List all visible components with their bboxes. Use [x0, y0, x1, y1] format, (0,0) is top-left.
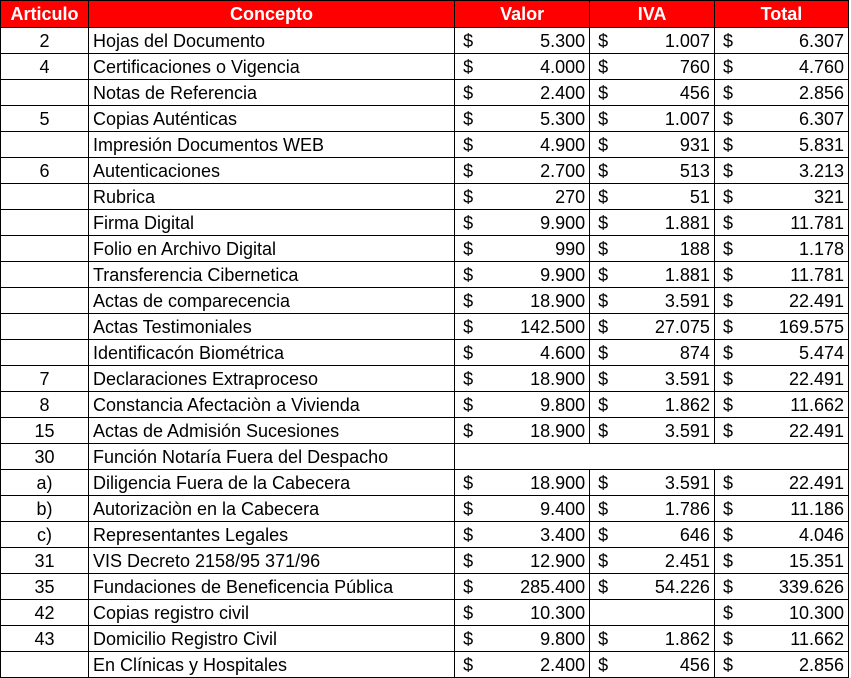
total-currency-cell: $	[714, 522, 737, 548]
valor-currency-cell: $	[455, 366, 478, 392]
total-cell: 11.781	[737, 262, 849, 288]
valor-cell: 9.800	[477, 626, 590, 652]
table-body	[1, 28, 849, 678]
total-currency-cell: $	[714, 262, 737, 288]
valor-currency-cell: $	[455, 548, 478, 574]
valor-currency-cell: $	[455, 418, 478, 444]
articulo-cell	[1, 340, 89, 366]
iva-currency-cell: $	[590, 548, 613, 574]
valor-currency-cell: $	[455, 340, 478, 366]
total-currency-cell: $	[714, 600, 737, 626]
concepto-cell: Actas de comparecencia	[88, 288, 454, 314]
table-row	[1, 54, 849, 80]
concepto-cell: Hojas del Documento	[88, 28, 454, 54]
valor-currency-cell: $	[455, 184, 478, 210]
total-currency-cell: $	[714, 184, 737, 210]
total-currency-cell: $	[714, 626, 737, 652]
valor-cell: 10.300	[477, 600, 590, 626]
articulo-cell: 6	[1, 158, 89, 184]
total-cell: 22.491	[737, 418, 849, 444]
valor-cell: 2.700	[477, 158, 590, 184]
iva-cell: 1.862	[612, 626, 714, 652]
total-cell: 2.856	[737, 80, 849, 106]
total-currency-cell: $	[714, 80, 737, 106]
iva-cell: 874	[612, 340, 714, 366]
total-currency-cell: $	[714, 392, 737, 418]
header-row	[1, 1, 849, 28]
concepto-cell: Firma Digital	[88, 210, 454, 236]
articulo-cell	[1, 236, 89, 262]
total-cell: 321	[737, 184, 849, 210]
concepto-cell: Copias Auténticas	[88, 106, 454, 132]
concepto-cell: Domicilio Registro Civil	[88, 626, 454, 652]
articulo-cell	[1, 314, 89, 340]
total-cell: 5.474	[737, 340, 849, 366]
table-row	[1, 340, 849, 366]
iva-currency-cell: $	[590, 574, 613, 600]
iva-currency-cell: $	[590, 54, 613, 80]
valor-cell: 12.900	[477, 548, 590, 574]
articulo-cell: 7	[1, 366, 89, 392]
table-row	[1, 210, 849, 236]
concepto-cell: Función Notaría Fuera del Despacho	[88, 444, 454, 470]
total-cell: 22.491	[737, 366, 849, 392]
articulo-cell	[1, 288, 89, 314]
total-cell: 3.213	[737, 158, 849, 184]
table-row	[1, 184, 849, 210]
total-cell: 6.307	[737, 106, 849, 132]
articulo-cell	[1, 132, 89, 158]
articulo-cell	[1, 80, 89, 106]
concepto-cell: Representantes Legales	[88, 522, 454, 548]
valor-cell: 990	[477, 236, 590, 262]
total-currency-cell: $	[714, 314, 737, 340]
articulo-cell	[1, 184, 89, 210]
iva-cell: 760	[612, 54, 714, 80]
table-row	[1, 444, 849, 470]
articulo-cell	[1, 262, 89, 288]
valor-currency-cell: $	[455, 28, 478, 54]
total-currency-cell: $	[714, 288, 737, 314]
total-currency-cell: $	[714, 574, 737, 600]
iva-currency-cell: $	[590, 496, 613, 522]
concepto-cell: Copias registro civil	[88, 600, 454, 626]
concepto-cell: Rubrica	[88, 184, 454, 210]
valor-cell: 4.600	[477, 340, 590, 366]
table-row	[1, 158, 849, 184]
valor-cell: 5.300	[477, 28, 590, 54]
valor-cell: 9.900	[477, 262, 590, 288]
total-cell: 11.781	[737, 210, 849, 236]
total-cell: 1.178	[737, 236, 849, 262]
table-row	[1, 236, 849, 262]
valor-cell: 285.400	[477, 574, 590, 600]
total-cell: 339.626	[737, 574, 849, 600]
valor-cell: 18.900	[477, 288, 590, 314]
total-cell: 22.491	[737, 470, 849, 496]
table-row	[1, 132, 849, 158]
total-cell: 11.662	[737, 626, 849, 652]
iva-cell	[612, 600, 714, 626]
valor-currency-cell: $	[455, 132, 478, 158]
total-cell: 15.351	[737, 548, 849, 574]
table-row	[1, 314, 849, 340]
articulo-cell: b)	[1, 496, 89, 522]
empty-values-cell	[455, 444, 849, 470]
valor-currency-cell: $	[455, 574, 478, 600]
total-currency-cell: $	[714, 652, 737, 678]
iva-currency-cell: $	[590, 470, 613, 496]
concepto-cell: Actas Testimoniales	[88, 314, 454, 340]
total-cell: 11.662	[737, 392, 849, 418]
valor-cell: 9.800	[477, 392, 590, 418]
header-concepto: Concepto	[88, 1, 454, 28]
valor-currency-cell: $	[455, 54, 478, 80]
header-articulo: Articulo	[1, 1, 89, 28]
total-cell: 2.856	[737, 652, 849, 678]
articulo-cell: 43	[1, 626, 89, 652]
table-row	[1, 80, 849, 106]
iva-cell: 456	[612, 652, 714, 678]
concepto-cell: Folio en Archivo Digital	[88, 236, 454, 262]
iva-currency-cell: $	[590, 184, 613, 210]
articulo-cell: c)	[1, 522, 89, 548]
table-row	[1, 366, 849, 392]
iva-currency-cell: $	[590, 652, 613, 678]
iva-cell: 456	[612, 80, 714, 106]
valor-cell: 5.300	[477, 106, 590, 132]
valor-cell: 4.900	[477, 132, 590, 158]
articulo-cell: 35	[1, 574, 89, 600]
valor-cell: 270	[477, 184, 590, 210]
table-row	[1, 28, 849, 54]
articulo-cell: a)	[1, 470, 89, 496]
concepto-cell: Constancia Afectaciòn a Vivienda	[88, 392, 454, 418]
iva-currency-cell: $	[590, 262, 613, 288]
total-currency-cell: $	[714, 236, 737, 262]
total-currency-cell: $	[714, 418, 737, 444]
header-valor: Valor	[455, 1, 590, 28]
iva-cell: 3.591	[612, 418, 714, 444]
valor-currency-cell: $	[455, 522, 478, 548]
articulo-cell: 5	[1, 106, 89, 132]
iva-cell: 3.591	[612, 288, 714, 314]
total-cell: 4.760	[737, 54, 849, 80]
concepto-cell: Identificacón Biométrica	[88, 340, 454, 366]
valor-currency-cell: $	[455, 600, 478, 626]
iva-cell: 646	[612, 522, 714, 548]
total-cell: 169.575	[737, 314, 849, 340]
total-currency-cell: $	[714, 548, 737, 574]
table-row	[1, 522, 849, 548]
total-currency-cell: $	[714, 158, 737, 184]
table-row	[1, 288, 849, 314]
table-row	[1, 600, 849, 626]
iva-cell: 1.881	[612, 262, 714, 288]
header-total: Total	[714, 1, 848, 28]
articulo-cell: 31	[1, 548, 89, 574]
table-row	[1, 548, 849, 574]
table-row	[1, 392, 849, 418]
valor-currency-cell: $	[455, 236, 478, 262]
iva-currency-cell: $	[590, 158, 613, 184]
total-currency-cell: $	[714, 54, 737, 80]
concepto-cell: Notas de Referencia	[88, 80, 454, 106]
valor-cell: 2.400	[477, 652, 590, 678]
total-currency-cell: $	[714, 496, 737, 522]
iva-currency-cell: $	[590, 522, 613, 548]
total-currency-cell: $	[714, 28, 737, 54]
table-row	[1, 418, 849, 444]
iva-currency-cell: $	[590, 288, 613, 314]
valor-cell: 2.400	[477, 80, 590, 106]
table-row	[1, 470, 849, 496]
articulo-cell: 15	[1, 418, 89, 444]
iva-cell: 1.007	[612, 28, 714, 54]
articulo-cell: 8	[1, 392, 89, 418]
total-currency-cell: $	[714, 366, 737, 392]
valor-cell: 4.000	[477, 54, 590, 80]
iva-currency-cell	[590, 600, 613, 626]
concepto-cell: Declaraciones Extraproceso	[88, 366, 454, 392]
iva-cell: 1.786	[612, 496, 714, 522]
articulo-cell	[1, 210, 89, 236]
iva-cell: 188	[612, 236, 714, 262]
valor-currency-cell: $	[455, 652, 478, 678]
valor-currency-cell: $	[455, 210, 478, 236]
total-cell: 10.300	[737, 600, 849, 626]
concepto-cell: Actas de Admisión Sucesiones	[88, 418, 454, 444]
total-cell: 4.046	[737, 522, 849, 548]
iva-currency-cell: $	[590, 418, 613, 444]
total-cell: 6.307	[737, 28, 849, 54]
iva-currency-cell: $	[590, 366, 613, 392]
concepto-cell: Diligencia Fuera de la Cabecera	[88, 470, 454, 496]
total-currency-cell: $	[714, 106, 737, 132]
valor-cell: 9.400	[477, 496, 590, 522]
table-row	[1, 106, 849, 132]
valor-currency-cell: $	[455, 288, 478, 314]
concepto-cell: Transferencia Cibernetica	[88, 262, 454, 288]
concepto-cell: Fundaciones de Beneficencia Pública	[88, 574, 454, 600]
iva-cell: 54.226	[612, 574, 714, 600]
concepto-cell: En Clínicas y Hospitales	[88, 652, 454, 678]
valor-cell: 9.900	[477, 210, 590, 236]
iva-cell: 1.881	[612, 210, 714, 236]
iva-cell: 1.007	[612, 106, 714, 132]
iva-currency-cell: $	[590, 106, 613, 132]
concepto-cell: Certificaciones o Vigencia	[88, 54, 454, 80]
iva-cell: 3.591	[612, 470, 714, 496]
articulo-cell: 42	[1, 600, 89, 626]
valor-cell: 18.900	[477, 470, 590, 496]
iva-currency-cell: $	[590, 132, 613, 158]
valor-currency-cell: $	[455, 262, 478, 288]
header-iva: IVA	[590, 1, 715, 28]
articulo-cell: 2	[1, 28, 89, 54]
iva-currency-cell: $	[590, 314, 613, 340]
table-row	[1, 626, 849, 652]
iva-currency-cell: $	[590, 80, 613, 106]
concepto-cell: Autenticaciones	[88, 158, 454, 184]
total-cell: 22.491	[737, 288, 849, 314]
valor-currency-cell: $	[455, 470, 478, 496]
total-cell: 5.831	[737, 132, 849, 158]
concepto-cell: VIS Decreto 2158/95 371/96	[88, 548, 454, 574]
articulo-cell: 4	[1, 54, 89, 80]
valor-currency-cell: $	[455, 80, 478, 106]
valor-currency-cell: $	[455, 158, 478, 184]
iva-currency-cell: $	[590, 340, 613, 366]
table-row	[1, 574, 849, 600]
table-row	[1, 652, 849, 678]
iva-cell: 1.862	[612, 392, 714, 418]
iva-currency-cell: $	[590, 626, 613, 652]
articulo-cell	[1, 652, 89, 678]
valor-currency-cell: $	[455, 392, 478, 418]
table-row	[1, 262, 849, 288]
iva-currency-cell: $	[590, 392, 613, 418]
iva-currency-cell: $	[590, 28, 613, 54]
iva-cell: 51	[612, 184, 714, 210]
valor-cell: 18.900	[477, 418, 590, 444]
iva-cell: 2.451	[612, 548, 714, 574]
iva-currency-cell: $	[590, 210, 613, 236]
concepto-cell: Impresión Documentos WEB	[88, 132, 454, 158]
total-currency-cell: $	[714, 340, 737, 366]
total-currency-cell: $	[714, 470, 737, 496]
valor-currency-cell: $	[455, 626, 478, 652]
valor-cell: 18.900	[477, 366, 590, 392]
concepto-cell: Autorizaciòn en la Cabecera	[88, 496, 454, 522]
valor-currency-cell: $	[455, 106, 478, 132]
total-currency-cell: $	[714, 210, 737, 236]
valor-currency-cell: $	[455, 314, 478, 340]
total-currency-cell: $	[714, 132, 737, 158]
table-row	[1, 496, 849, 522]
valor-cell: 142.500	[477, 314, 590, 340]
iva-cell: 3.591	[612, 366, 714, 392]
valor-cell: 3.400	[477, 522, 590, 548]
iva-cell: 931	[612, 132, 714, 158]
total-cell: 11.186	[737, 496, 849, 522]
iva-cell: 513	[612, 158, 714, 184]
iva-cell: 27.075	[612, 314, 714, 340]
articulo-cell: 30	[1, 444, 89, 470]
iva-currency-cell: $	[590, 236, 613, 262]
valor-currency-cell: $	[455, 496, 478, 522]
